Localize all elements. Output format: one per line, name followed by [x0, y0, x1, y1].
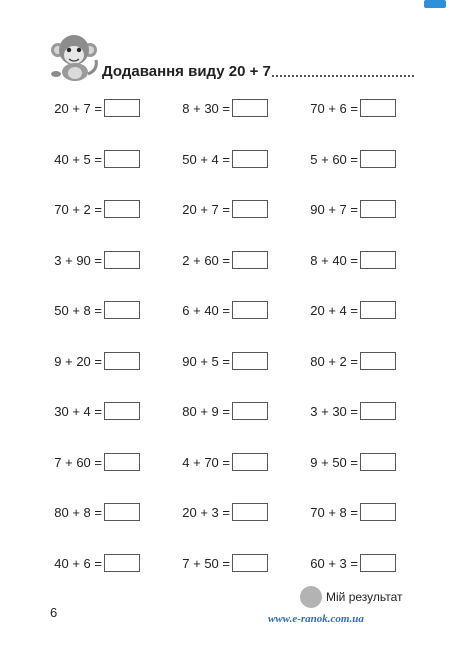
exercise-expression: 70 + 8 = [310, 504, 358, 520]
exercise-item [14, 300, 102, 320]
answer-box[interactable] [104, 453, 140, 471]
exercise-item [14, 553, 102, 573]
exercise-item [270, 98, 358, 118]
answer-box[interactable] [360, 554, 396, 572]
answer-box[interactable] [232, 453, 268, 471]
exercise-item [14, 502, 102, 522]
answer-box[interactable] [360, 453, 396, 471]
exercise-item [270, 502, 358, 522]
exercise-expression: 50 + 8 = [54, 302, 102, 318]
exercise-item [14, 351, 102, 371]
exercise-item [14, 250, 102, 270]
exercise-item [270, 199, 358, 219]
exercise-expression: 40 + 6 = [54, 555, 102, 571]
exercise-item [14, 98, 102, 118]
exercise-expression: 70 + 6 = [310, 100, 358, 116]
page-title: Додавання виду 20 + 7 [102, 63, 271, 80]
exercise-expression: 20 + 3 = [182, 504, 230, 520]
answer-box[interactable] [104, 352, 140, 370]
answer-box[interactable] [360, 200, 396, 218]
result-indicator [300, 586, 440, 610]
exercise-item [14, 452, 102, 472]
exercise-expression: 8 + 40 = [310, 252, 358, 268]
answer-box[interactable] [232, 352, 268, 370]
answer-box[interactable] [104, 554, 140, 572]
answer-box[interactable] [104, 200, 140, 218]
answer-box[interactable] [360, 301, 396, 319]
exercise-expression: 5 + 60 = [310, 151, 358, 167]
exercise-expression: 7 + 50 = [182, 555, 230, 571]
exercise-item [142, 250, 230, 270]
exercise-item [14, 199, 102, 219]
exercise-expression: 90 + 5 = [182, 353, 230, 369]
exercise-item [142, 149, 230, 169]
answer-box[interactable] [232, 402, 268, 420]
exercise-expression: 40 + 5 = [54, 151, 102, 167]
answer-box[interactable] [232, 200, 268, 218]
exercise-expression: 60 + 3 = [310, 555, 358, 571]
answer-box[interactable] [360, 251, 396, 269]
exercise-item [142, 553, 230, 573]
exercise-expression: 80 + 9 = [182, 403, 230, 419]
answer-box[interactable] [104, 99, 140, 117]
exercise-expression: 7 + 60 = [54, 454, 102, 470]
exercise-item [270, 149, 358, 169]
answer-box[interactable] [232, 301, 268, 319]
exercise-item [14, 401, 102, 421]
exercise-item [270, 553, 358, 573]
exercise-expression: 70 + 2 = [54, 201, 102, 217]
exercise-item [142, 351, 230, 371]
page-number: 6 [50, 605, 58, 620]
exercise-expression: 50 + 4 = [182, 151, 230, 167]
exercise-expression: 30 + 4 = [54, 403, 102, 419]
answer-box[interactable] [232, 554, 268, 572]
exercise-item [142, 502, 230, 522]
answer-box[interactable] [104, 503, 140, 521]
exercise-expression: 20 + 7 = [54, 100, 102, 116]
exercise-item [14, 149, 102, 169]
exercise-expression: 4 + 70 = [182, 454, 230, 470]
exercise-expression: 3 + 30 = [310, 403, 358, 419]
exercise-expression: 20 + 7 = [182, 201, 230, 217]
exercise-item [270, 300, 358, 320]
result-circle-icon [300, 586, 322, 608]
exercise-expression: 3 + 90 = [54, 252, 102, 268]
exercise-expression: 9 + 50 = [310, 454, 358, 470]
exercise-expression: 6 + 40 = [182, 302, 230, 318]
exercise-item [270, 401, 358, 421]
exercise-expression: 9 + 20 = [54, 353, 102, 369]
publisher-website: www.e-ranok.com.ua [268, 613, 364, 625]
exercise-item [142, 300, 230, 320]
answer-box[interactable] [104, 251, 140, 269]
exercise-item [270, 250, 358, 270]
exercise-expression: 80 + 8 = [54, 504, 102, 520]
answer-box[interactable] [360, 352, 396, 370]
answer-box[interactable] [232, 251, 268, 269]
answer-box[interactable] [104, 301, 140, 319]
answer-box[interactable] [232, 503, 268, 521]
exercise-item [142, 452, 230, 472]
exercise-item [270, 452, 358, 472]
exercise-expression: 90 + 7 = [310, 201, 358, 217]
exercise-expression: 2 + 60 = [182, 252, 230, 268]
answer-box[interactable] [360, 99, 396, 117]
answer-box[interactable] [104, 150, 140, 168]
exercise-expression: 80 + 2 = [310, 353, 358, 369]
exercise-expression: 20 + 4 = [310, 302, 358, 318]
exercise-item [142, 199, 230, 219]
exercise-item [142, 98, 230, 118]
answer-box[interactable] [232, 150, 268, 168]
result-label: Мій результат [326, 590, 403, 604]
answer-box[interactable] [360, 402, 396, 420]
exercise-item [142, 401, 230, 421]
exercise-expression: 8 + 30 = [182, 100, 230, 116]
exercise-item [270, 351, 358, 371]
answer-box[interactable] [104, 402, 140, 420]
answer-box[interactable] [360, 150, 396, 168]
answer-box[interactable] [360, 503, 396, 521]
answer-box[interactable] [232, 99, 268, 117]
